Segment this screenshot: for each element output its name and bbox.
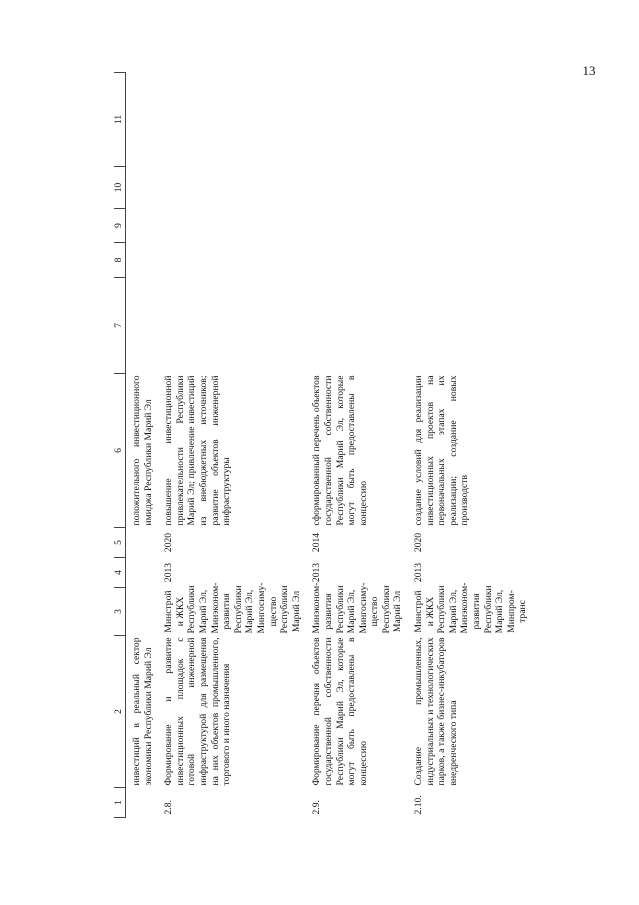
- end-year: 2020: [163, 532, 175, 553]
- row-number: [126, 788, 159, 818]
- rotated-table-wrapper: [114, 73, 589, 818]
- row-number: 2.8.: [163, 800, 175, 815]
- header-cell-2: 2: [114, 636, 126, 788]
- table-row: [158, 73, 306, 818]
- measure-name: Формирование перечня объектов государственной собственности Республики Марий Эл, которые могут быть предоставлены в концессию: [311, 637, 369, 786]
- header-row: [114, 73, 126, 818]
- row-number: 2.10.: [413, 795, 425, 815]
- header-cell-8: 8: [114, 243, 126, 278]
- header-cell-4: 4: [114, 558, 126, 588]
- start-year: 2013: [311, 562, 323, 583]
- expected-result: положительного инвестиционного имиджа Республики Марий Эл: [131, 375, 154, 526]
- header-cell-11: 11: [114, 73, 126, 167]
- row-number: 2.9.: [311, 800, 323, 815]
- executor: Минстрой и ЖКХ Республики Марий Эл, Минэконом-развития Республики Марий Эл, Минпром-транс: [413, 582, 529, 634]
- measure-name: Создание промышленных, индустриальных и технологических парков, а также бизнес-инкубаторов внедренческого типа: [413, 637, 459, 786]
- executor: Минстрой и ЖКХ Республики Марий Эл, Минэконом-развития Республики Марий Эл, Мингосиму-щество Республики Марий Эл: [163, 582, 302, 634]
- header-cell-9: 9: [114, 209, 126, 243]
- start-year: 2013: [413, 562, 425, 583]
- header-cell-1: 1: [114, 788, 126, 818]
- measure-name: Формирование и развитие инвестиционных площадок с готовой инженерной инфраструктурой для размещения на них объектов промышленного, торгового и иного назначения: [163, 637, 233, 786]
- table-row: [408, 73, 533, 818]
- start-year: 2013: [163, 562, 175, 583]
- executor: [126, 588, 159, 636]
- table-row: [126, 73, 159, 818]
- executor: Минэконом-развития Республики Марий Эл, Мингосиму-щество Республики Марий Эл: [311, 582, 404, 634]
- start-year: [126, 558, 159, 588]
- header-cell-5: 5: [114, 528, 126, 558]
- page-number: 13: [582, 63, 596, 78]
- end-year: 2014: [311, 532, 323, 553]
- header-cell-10: 10: [114, 167, 126, 209]
- header-cell-6: 6: [114, 374, 126, 528]
- measures-table: [114, 72, 533, 818]
- header-cell-3: 3: [114, 588, 126, 636]
- table-row: [306, 73, 408, 818]
- measure-name: инвестиций в реальный сектор экономики Республики Марий Эл: [131, 637, 154, 786]
- expected-result: повышение инвестиционной привлекательности Республики Марий Эл; привлечение инвестиций из внебюджетных источников; развитие объектов инженерной инфраструктуры: [163, 375, 233, 526]
- end-year: [126, 528, 159, 558]
- expected-result: создание условий для реализации инвестиционных проектов на первоначальных этапах их реализации; создание новых производств: [413, 375, 471, 526]
- expected-result: сформированный перечень объектов государственной собственности Республики Марий Эл, которые могут быть предоставлены в концессию: [311, 375, 369, 526]
- header-cell-7: 7: [114, 278, 126, 374]
- end-year: 2020: [413, 532, 425, 553]
